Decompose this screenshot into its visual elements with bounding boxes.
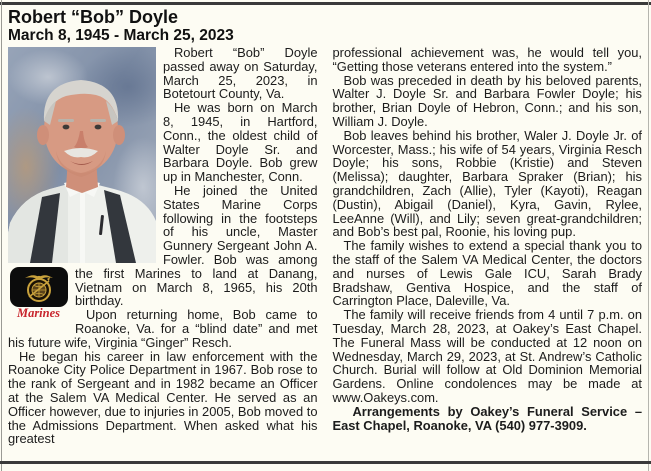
marines-label: Marines (16, 306, 61, 320)
obit-paragraph: Upon returning home, Bob came to Roanoke, Va. for a “blind date” and met his future wife, Virginia “Ginger” Resch. (8, 307, 318, 350)
life-dates: March 8, 1945 - March 25, 2023 (8, 27, 234, 44)
obit-paragraph: Robert “Bob” Doyle passed away on Saturday, March 25, 2023, in Botetourt County, Va. (163, 45, 318, 102)
obit-paragraph: He began his career in law enforcement with the Roanoke City Police Department in 1967. Bob rose to the rank of Sergeant and in 1982 became an Officer at the Salem VA Medical Center. He served as an Officer however, due to injuries in 2005, Bob moved to the Admissions Department. When asked what his greatest (8, 348, 318, 447)
right-column (333, 46, 643, 446)
portrait-photo (8, 47, 156, 263)
obit-paragraph: professional achievement was, he would tell you, “Getting those veterans entered into the system.” (332, 45, 642, 74)
left-column (8, 46, 318, 446)
marine-corps-emblem-icon (10, 267, 68, 307)
obituary-columns (0, 44, 651, 446)
obit-paragraph: Bob leaves behind his brother, Waler J. Doyle Jr. of Worcester, Mass.; his wife of 54 years, Virginia Resch Doyle; his sons, Robbie (Kristie) and Steven (Melissa); daughter, Barbara Spraker (Brian); his grandchildren, Zach (Allie), Tyler (Kayoti), Reagan (Dustin), Abigail (Daniel), Kyra, Gavin, Rylee, LeeAnne (Will), and Lily; seven great-grandchildren; and Bob’s best pal, Roonie, his loving pup. (332, 127, 642, 240)
obituary-header (0, 0, 651, 44)
obit-paragraph: The family wishes to extend a special thank you to the staff of the Salem VA Medical Center, the doctors and nurses of Lewis Gale ICU, Sarah Brady Bradshaw, Gentiva Hospice, and the staff of Carrington Place, Daleville, Va. (332, 238, 642, 309)
obit-paragraph: He joined the United States Marine Corps following in the footsteps of his uncle, Master Gunnery Sergeant John A. Fowler. Bob was among the first Marines to land at Danang, Vietnam on March 8, 1965, his 20th birthday. (75, 182, 318, 309)
obit-paragraph: Bob was preceded in death by his beloved parents, Walter J. Doyle Sr. and Barbara Fowler Doyle; his brother, Brian Doyle of Hebron, Conn.; and his son, William J. Doyle. (332, 72, 642, 129)
top-rule (0, 2, 651, 5)
arrangements-notice: Arrangements by Oakey’s Funeral Service – East Chapel, Roanoke, VA (540) 977-3909. (332, 403, 642, 433)
left-column-rule (1, 0, 2, 471)
right-column-rule (648, 0, 649, 471)
marines-logo (8, 267, 69, 320)
obit-paragraph: He was born on March 8, 1945, in Hartford, Conn., the oldest child of Walter Doyle Sr. and Barbara Doyle. Bob grew up in Manchester, Conn. (163, 100, 318, 185)
obit-paragraph: The family will receive friends from 4 until 7 p.m. on Tuesday, March 28, 2023, at Oakey’s East Chapel. The Funeral Mass will be conducted at 12 noon on Wednesday, March 29, 2023, at St. Andrew’s Catholic Church. Burial will follow at Old Dominion Memorial Gardens. Online condolences may be made at www.Oakeys.com. (332, 307, 642, 405)
deceased-name: Robert “Bob” Doyle (8, 7, 179, 27)
bottom-rule (0, 461, 651, 464)
